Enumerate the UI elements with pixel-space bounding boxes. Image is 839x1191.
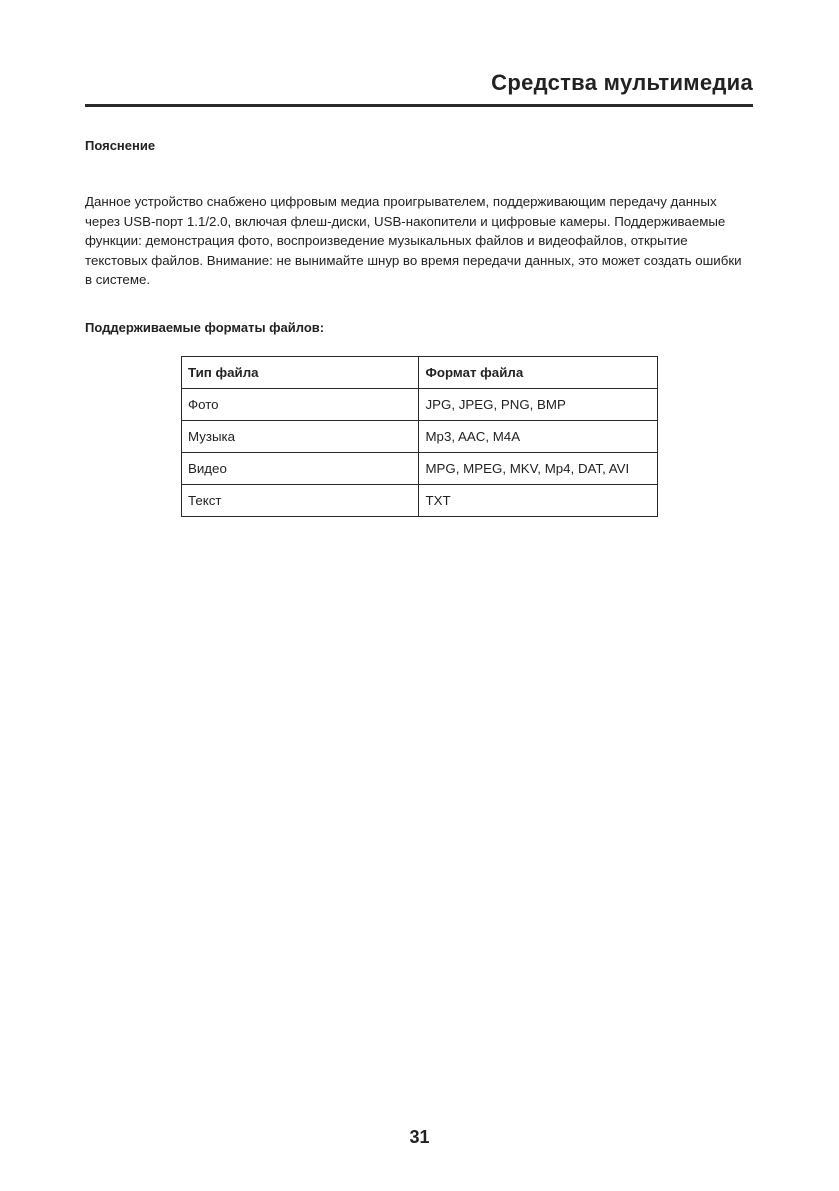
column-header-file-type: Тип файла: [182, 357, 419, 389]
table-cell-format: MPG, MPEG, MKV, Mp4, DAT, AVI: [419, 453, 658, 485]
table-cell-type: Музыка: [182, 421, 419, 453]
table-cell-type: Фото: [182, 389, 419, 421]
table-header-row: [182, 357, 658, 389]
table-row: [182, 485, 658, 517]
formats-table: [181, 356, 658, 517]
table-row: [182, 453, 658, 485]
table-cell-format: JPG, JPEG, PNG, BMP: [419, 389, 658, 421]
page-number: 31: [409, 1127, 430, 1147]
table-cell-format: Mp3, AAC, M4A: [419, 421, 658, 453]
page-title: Средства мультимедиа: [491, 70, 753, 95]
table-cell-type: Текст: [182, 485, 419, 517]
table-row: [182, 421, 658, 453]
explanation-heading: Пояснение: [85, 138, 156, 153]
page-header: [85, 68, 753, 107]
column-header-file-format: Формат файла: [419, 357, 658, 389]
table-cell-format: TXT: [419, 485, 658, 517]
explanation-paragraph: Данное устройство снабжено цифровым медиа проигрывателем, поддерживающим передачу данных через USB-порт 1.1/2.0, включая флеш-диски, USB-накопители и цифровые камеры. Поддерживаемые функции: демонстрация фото, воспроизведение музыкальных файлов и видеофайлов, открытие текстовых файлов. Внимание: не вынимайте шнур во время передачи данных, это может создать ошибки в системе.: [85, 194, 742, 287]
table-row: [182, 389, 658, 421]
formats-heading: Поддерживаемые форматы файлов:: [85, 320, 325, 335]
table-cell-type: Видео: [182, 453, 419, 485]
